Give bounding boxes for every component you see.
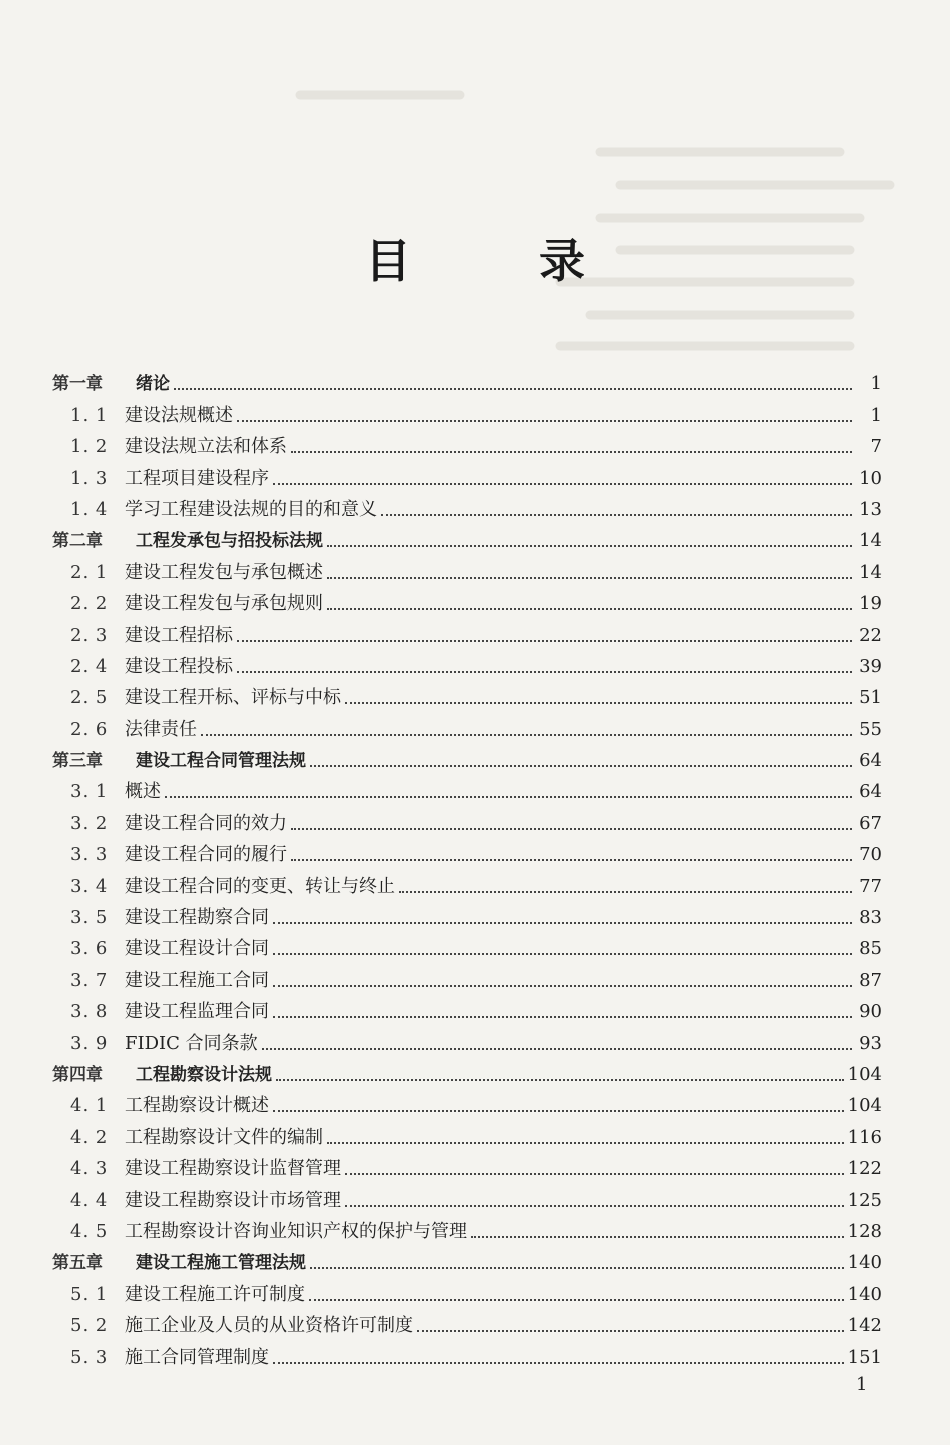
toc-entry-number: 2. 1	[70, 561, 109, 583]
toc-section-entry[interactable]	[52, 552, 882, 583]
toc-section-entry[interactable]	[52, 458, 882, 489]
toc-entry-number: 第五章	[52, 1253, 103, 1274]
toc-entry-page: 104	[847, 1095, 882, 1117]
toc-chapter-entry[interactable]	[52, 364, 882, 395]
toc-section-entry[interactable]	[52, 803, 882, 834]
toc-dot-leader	[471, 1235, 844, 1238]
toc-entry-page: 93	[859, 1032, 882, 1054]
toc-entry-page: 77	[859, 875, 882, 897]
toc-entry-page: 151	[847, 1346, 882, 1368]
page-number: 1	[856, 1374, 868, 1395]
toc-entry-title: 建设工程勘察设计监督管理	[125, 1158, 341, 1180]
toc-entry-title: 建设工程监理合同	[125, 1001, 269, 1023]
toc-entry-page: 39	[859, 655, 882, 677]
toc-entry-number: 2. 3	[70, 624, 109, 646]
toc-entry-title: 建设工程施工合同	[125, 969, 269, 991]
toc-entry-title: 施工企业及人员的从业资格许可制度	[125, 1315, 413, 1337]
toc-dot-leader	[327, 607, 852, 610]
toc-dot-leader	[345, 1172, 844, 1175]
toc-dot-leader	[237, 639, 852, 642]
toc-section-entry[interactable]	[52, 647, 882, 678]
toc-entry-number: 3. 1	[70, 781, 109, 803]
toc-section-entry[interactable]	[52, 427, 882, 458]
toc-section-entry[interactable]	[52, 1337, 882, 1368]
toc-entry-page: 122	[847, 1158, 882, 1180]
toc-entry-title: 建设工程招标	[125, 624, 233, 646]
toc-entry-page: 1	[870, 404, 882, 426]
toc-entry-number: 第一章	[52, 374, 103, 395]
toc-entry-title: 建设工程设计合同	[125, 938, 269, 960]
toc-section-entry[interactable]	[52, 929, 882, 960]
toc-section-entry[interactable]	[52, 615, 882, 646]
toc-entry-number: 4. 4	[70, 1189, 109, 1211]
toc-entry-number: 1. 4	[70, 498, 109, 520]
toc-dot-leader	[237, 419, 852, 422]
toc-entry-number: 1. 3	[70, 467, 109, 489]
toc-entry-page: 7	[870, 436, 882, 458]
toc-entry-page: 64	[859, 781, 882, 803]
toc-dot-leader	[309, 1298, 844, 1301]
toc-entry-title: 学习工程建设法规的目的和意义	[125, 498, 377, 520]
toc-section-entry[interactable]	[52, 395, 882, 426]
toc-dot-leader	[291, 858, 852, 861]
toc-entry-page: 13	[859, 498, 882, 520]
toc-entry-page: 128	[847, 1220, 882, 1242]
toc-entry-number: 2. 5	[70, 687, 109, 709]
toc-entry-page: 116	[847, 1126, 882, 1148]
toc-entry-number: 4. 2	[70, 1126, 109, 1148]
toc-section-entry[interactable]	[52, 1023, 882, 1054]
toc-section-entry[interactable]	[52, 1149, 882, 1180]
toc-section-entry[interactable]	[52, 1180, 882, 1211]
toc-entry-title: 建设工程合同的履行	[125, 844, 287, 866]
toc-entry-title: 法律责任	[125, 718, 197, 740]
toc-chapter-entry[interactable]	[52, 1243, 882, 1274]
toc-entry-page: 87	[859, 969, 882, 991]
toc-entry-title: 概述	[125, 781, 161, 803]
toc-entry-number: 3. 2	[70, 812, 109, 834]
toc-entry-number: 5. 2	[70, 1315, 109, 1337]
toc-dot-leader	[310, 1266, 844, 1269]
toc-entry-page: 70	[859, 844, 882, 866]
toc-dot-leader	[273, 952, 852, 955]
toc-entry-number: 第四章	[52, 1064, 103, 1085]
toc-section-entry[interactable]	[52, 835, 882, 866]
toc-dot-leader	[327, 544, 852, 547]
toc-entry-page: 104	[847, 1063, 882, 1085]
toc-entry-title: 建设工程施工许可制度	[125, 1283, 305, 1305]
toc-dot-leader	[262, 1047, 852, 1050]
toc-dot-leader	[273, 921, 852, 924]
toc-entry-page: 85	[859, 938, 882, 960]
toc-entry-title: 建设工程勘察设计市场管理	[125, 1189, 341, 1211]
toc-entry-number: 3. 3	[70, 844, 109, 866]
toc-section-entry[interactable]	[52, 772, 882, 803]
toc-entry-title: 工程勘察设计文件的编制	[125, 1126, 323, 1148]
toc-entry-title: 建设工程合同的效力	[125, 812, 287, 834]
toc-dot-leader	[273, 482, 852, 485]
toc-entry-title: 绪论	[136, 374, 170, 395]
toc-entry-title: 工程勘察设计概述	[125, 1095, 269, 1117]
toc-dot-leader	[273, 1015, 852, 1018]
toc-dot-leader	[201, 733, 852, 736]
toc-entry-number: 3. 5	[70, 907, 109, 929]
toc-entry-page: 140	[847, 1252, 882, 1274]
toc-dot-leader	[291, 827, 852, 830]
toc-entry-title: 建设工程合同的变更、转让与终止	[125, 875, 395, 897]
toc-entry-page: 1	[870, 373, 882, 395]
toc-entry-number: 第三章	[52, 751, 103, 772]
toc-section-entry[interactable]	[52, 960, 882, 991]
toc-dot-leader	[174, 387, 852, 390]
toc-section-entry[interactable]	[52, 490, 882, 521]
toc-chapter-entry[interactable]	[52, 1055, 882, 1086]
toc-entry-number: 3. 8	[70, 1001, 109, 1023]
toc-section-entry[interactable]	[52, 678, 882, 709]
toc-entry-page: 22	[859, 624, 882, 646]
toc-entry-number: 3. 6	[70, 938, 109, 960]
toc-dot-leader	[310, 764, 852, 767]
toc-entry-number: 1. 2	[70, 436, 109, 458]
toc-dot-leader	[381, 513, 852, 516]
toc-entry-page: 14	[859, 530, 882, 552]
toc-entry-title: 工程项目建设程序	[125, 467, 269, 489]
toc-entry-title: 建设工程合同管理法规	[136, 751, 306, 772]
toc-dot-leader	[399, 890, 852, 893]
toc-dot-leader	[276, 1078, 844, 1081]
toc-section-entry[interactable]	[52, 709, 882, 740]
toc-entry-page: 64	[859, 750, 882, 772]
toc-dot-leader	[237, 670, 852, 673]
toc-entry-title: 建设法规概述	[125, 404, 233, 426]
toc-section-entry[interactable]	[52, 584, 882, 615]
toc-entry-page: 140	[847, 1283, 882, 1305]
toc-entry-title: 建设工程投标	[125, 655, 233, 677]
toc-section-entry[interactable]	[52, 992, 882, 1023]
toc-entry-number: 4. 3	[70, 1158, 109, 1180]
toc-dot-leader	[165, 795, 852, 798]
toc-section-entry[interactable]	[52, 1212, 882, 1243]
toc-section-entry[interactable]	[52, 866, 882, 897]
toc-entry-title: 建设工程发包与承包规则	[125, 593, 323, 615]
toc-section-entry[interactable]	[52, 1274, 882, 1305]
toc-entry-number: 3. 7	[70, 969, 109, 991]
toc-entry-number: 第二章	[52, 531, 103, 552]
toc-entry-title: 建设工程勘察合同	[125, 907, 269, 929]
toc-entry-number: 5. 3	[70, 1346, 109, 1368]
toc-chapter-entry[interactable]	[52, 741, 882, 772]
toc-section-entry[interactable]	[52, 1306, 882, 1337]
toc-entry-number: 1. 1	[70, 404, 109, 426]
toc-chapter-entry[interactable]	[52, 521, 882, 552]
toc-entry-number: 2. 2	[70, 593, 109, 615]
toc-dot-leader	[273, 1109, 844, 1112]
toc-entry-title: 工程勘察设计咨询业知识产权的保护与管理	[125, 1220, 467, 1242]
toc-dot-leader	[345, 701, 852, 704]
toc-dot-leader	[417, 1329, 844, 1332]
toc-entry-page: 125	[847, 1189, 882, 1211]
toc-entry-number: 3. 4	[70, 875, 109, 897]
toc-entry-number: 4. 1	[70, 1095, 109, 1117]
table-of-contents	[52, 364, 882, 1369]
toc-entry-title: 建设工程发包与承包概述	[125, 561, 323, 583]
toc-entry-number: 2. 4	[70, 655, 109, 677]
toc-entry-page: 14	[859, 561, 882, 583]
toc-entry-number: 5. 1	[70, 1283, 109, 1305]
toc-entry-page: 55	[859, 718, 882, 740]
toc-section-entry[interactable]	[52, 898, 882, 929]
toc-entry-title: 工程勘察设计法规	[136, 1064, 272, 1085]
toc-section-entry[interactable]	[52, 1086, 882, 1117]
toc-entry-title: 建设工程施工管理法规	[136, 1253, 306, 1274]
toc-entry-title: 建设法规立法和体系	[125, 436, 287, 458]
toc-entry-page: 51	[859, 687, 882, 709]
toc-entry-number: 2. 6	[70, 718, 109, 740]
toc-entry-page: 90	[859, 1001, 882, 1023]
toc-entry-number: 3. 9	[70, 1032, 109, 1054]
toc-entry-page: 10	[859, 467, 882, 489]
toc-dot-leader	[345, 1204, 844, 1207]
toc-dot-leader	[273, 984, 852, 987]
toc-dot-leader	[273, 1361, 844, 1364]
toc-dot-leader	[327, 1141, 844, 1144]
page-title: 目 录	[364, 234, 641, 288]
toc-dot-leader	[327, 576, 852, 579]
toc-dot-leader	[291, 450, 852, 453]
toc-section-entry[interactable]	[52, 1117, 882, 1148]
toc-entry-page: 19	[859, 593, 882, 615]
toc-entry-title: FIDIC 合同条款	[125, 1032, 258, 1054]
toc-entry-title: 工程发承包与招投标法规	[136, 531, 323, 552]
toc-entry-page: 67	[859, 812, 882, 834]
toc-entry-title: 施工合同管理制度	[125, 1346, 269, 1368]
toc-entry-title: 建设工程开标、评标与中标	[125, 687, 341, 709]
toc-entry-number: 4. 5	[70, 1220, 109, 1242]
toc-entry-page: 83	[859, 907, 882, 929]
toc-entry-page: 142	[847, 1315, 882, 1337]
